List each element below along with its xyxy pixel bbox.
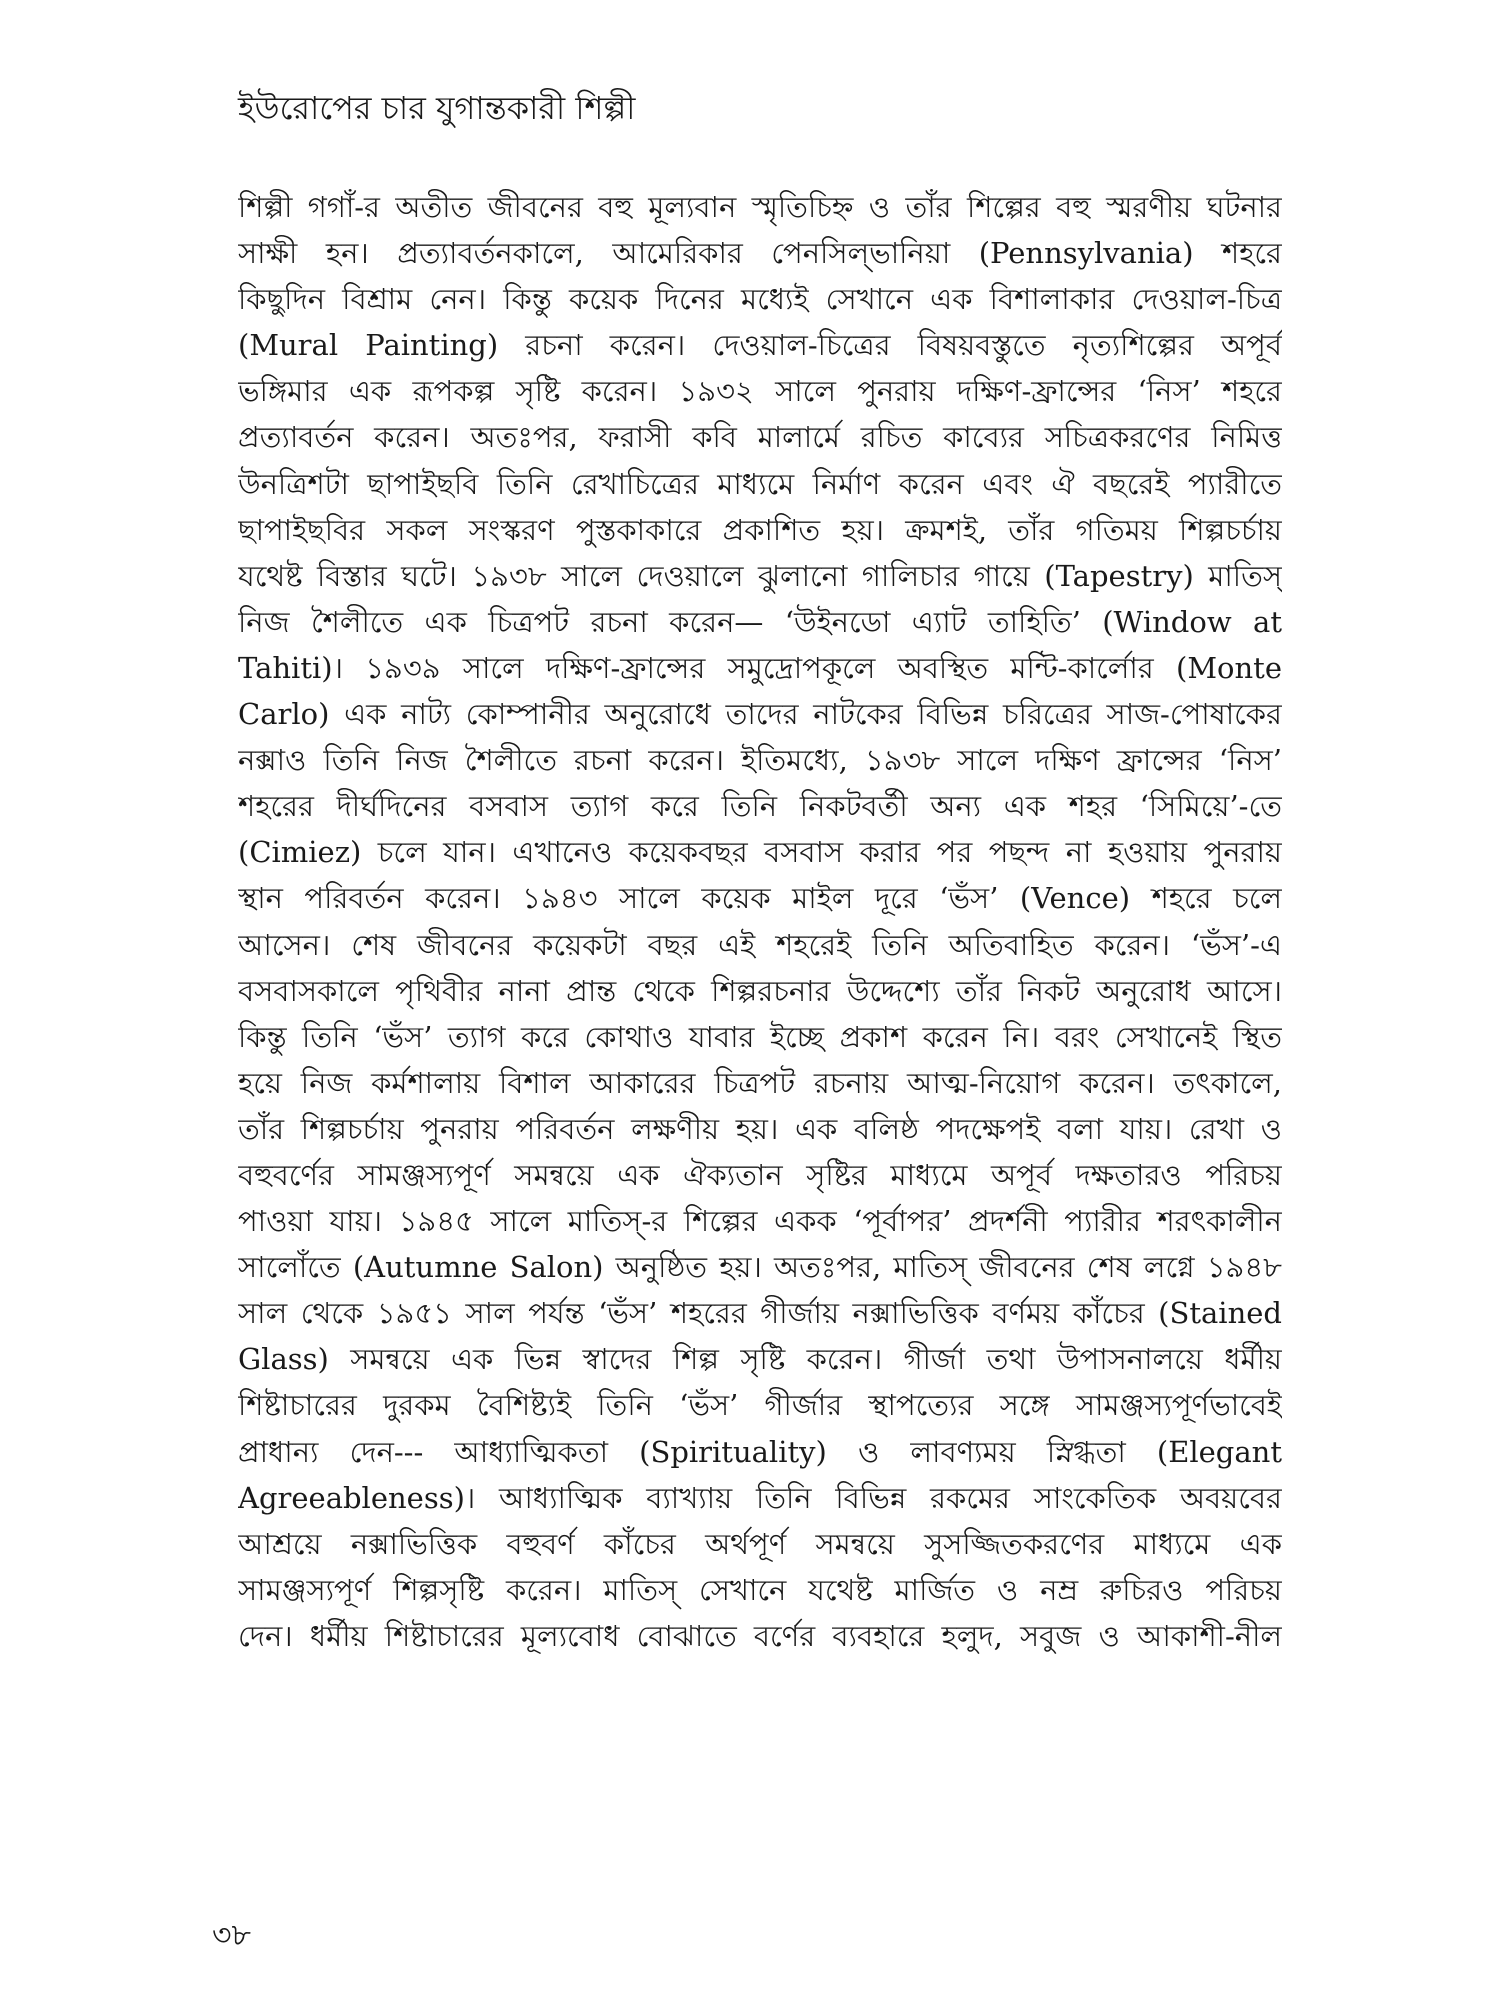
text-line: ছাপাইছবির সকল সংস্করণ পুস্তকাকারে প্রকাশিত হয়। ক্রমশই, তাঁর গতিময় শিল্পচর্চায়: [238, 512, 1282, 547]
text-line: আশ্রয়ে নক্সাভিত্তিক বহুবর্ণ কাঁচের অর্থপূর্ণ সমন্বয়ে সুসজ্জিতকরণের মাধ্যমে এক: [238, 1526, 1282, 1561]
text-line: আসেন। শেষ জীবনের কয়েকটা বছর এই শহরেই তিনি অতিবাহিত করেন। ‘ভঁস’-এ: [238, 927, 1282, 962]
text-line: নক্সাও তিনি নিজ শৈলীতে রচনা করেন। ইতিমধ্যে, ১৯৩৮ সালে দক্ষিণ ফ্রান্সের ‘নিস’: [238, 743, 1282, 778]
text-line: Carlo) এক নাট্য কোম্পানীর অনুরোধে তাদের নাটকের বিভিন্ন চরিত্রের সাজ-পোষাকের: [238, 697, 1282, 732]
text-line: উনত্রিশটা ছাপাইছবি তিনি রেখাচিত্রের মাধ্যমে নির্মাণ করেন এবং ঐ বছরেই প্যারীতে: [238, 466, 1282, 501]
text-line: ভঙ্গিমার এক রূপকল্প সৃষ্টি করেন। ১৯৩২ সালে পুনরায় দক্ষিণ-ফ্রান্সের ‘নিস’ শহরে: [238, 374, 1282, 409]
text-line: বসবাসকালে পৃথিবীর নানা প্রান্ত থেকে শিল্পরচনার উদ্দেশ্যে তাঁর নিকট অনুরোধ আসে।: [238, 973, 1282, 1008]
text-line: শিষ্টাচারের দুরকম বৈশিষ্ট্যই তিনি ‘ভঁস’ গীর্জার স্থাপত্যের সঙ্গে সামঞ্জস্যপূর্ণভাবেই: [238, 1388, 1282, 1423]
text-line: হয়ে নিজ কর্মশালায় বিশাল আকারের চিত্রপট রচনায় আত্ম-নিয়োগ করেন। তৎকালে,: [238, 1065, 1282, 1100]
page-number: ৩৮: [212, 1918, 251, 1953]
text-line: Tahiti)। ১৯৩৯ সালে দক্ষিণ-ফ্রান্সের সমুদ্রোপকূলে অবস্থিত মন্টি-কার্লোর (Monte: [238, 650, 1282, 685]
text-line: শিল্পী গগাঁ-র অতীত জীবনের বহু মূল্যবান স্মৃতিচিহ্ন ও তাঁর শিল্পের বহু স্মরণীয় ঘটনার: [238, 190, 1282, 224]
text-line: শহরের দীর্ঘদিনের বসবাস ত্যাগ করে তিনি নিকটবর্তী অন্য এক শহর ‘সিমিয়ে’-তে: [238, 789, 1282, 824]
text-line: সাক্ষী হন। প্রত্যাবর্তনকালে, আমেরিকার পেনসিল্‌ভানিয়া (Pennsylvania) শহরে: [238, 236, 1282, 271]
text-line: Glass) সমন্বয়ে এক ভিন্ন স্বাদের শিল্প সৃষ্টি করেন। গীর্জা তথা উপাসনালয়ে ধর্মীয়: [238, 1342, 1282, 1377]
text-line: নিজ শৈলীতে এক চিত্রপট রচনা করেন— ‘উইনডো এ্যাট তাহিতি’ (Window at: [238, 604, 1282, 639]
text-line: তাঁর শিল্পচর্চায় পুনরায় পরিবর্তন লক্ষণীয় হয়। এক বলিষ্ঠ পদক্ষেপই বলা যায়। রেখা ও: [238, 1111, 1282, 1146]
text-line: দেন। ধর্মীয় শিষ্টাচারের মূল্যবোধ বোঝাতে বর্ণের ব্যবহারে হলুদ, সবুজ ও আকাশী-নীল: [238, 1618, 1282, 1653]
text-line: বহুবর্ণের সামঞ্জস্যপূর্ণ সমন্বয়ে এক ঐক্যতান সৃষ্টির মাধ্যমে অপূর্ব দক্ষতারও পরিচয়: [238, 1157, 1282, 1192]
text-line: কিছুদিন বিশ্রাম নেন। কিন্তু কয়েক দিনের মধ্যেই সেখানে এক বিশালাকার দেওয়াল-চিত্র: [238, 282, 1282, 317]
text-line: সালোঁতে (Autumne Salon) অনুষ্ঠিত হয়। অতঃপর, মাতিস্‌ জীবনের শেষ লগ্নে ১৯৪৮: [238, 1250, 1282, 1285]
text-line: যথেষ্ট বিস্তার ঘটে। ১৯৩৮ সালে দেওয়ালে ঝুলানো গালিচার গায়ে (Tapestry) মাতিস্‌: [238, 558, 1282, 593]
text-line: (Mural Painting) রচনা করেন। দেওয়াল-চিত্রের বিষয়বস্তুতে নৃত্যশিল্পের অপূর্ব: [238, 328, 1282, 363]
body-paragraph: [238, 184, 1282, 1659]
text-line: সাল থেকে ১৯৫১ সাল পর্যন্ত ‘ভঁস’ শহরের গীর্জায় নক্সাভিত্তিক বর্ণময় কাঁচের (Stained: [238, 1296, 1282, 1331]
text-line: প্রাধান্য দেন--- আধ্যাত্মিকতা (Spirituality) ও লাবণ্যময় স্নিগ্ধতা (Elegant: [238, 1434, 1282, 1469]
text-line: পাওয়া যায়। ১৯৪৫ সালে মাতিস্‌-র শিল্পের একক ‘পূর্বাপর’ প্রদর্শনী প্যারীর শরৎকালীন: [238, 1204, 1282, 1239]
text-line: সামঞ্জস্যপূর্ণ শিল্পসৃষ্টি করেন। মাতিস্‌ সেখানে যথেষ্ট মার্জিত ও নম্র রুচিরও পরিচয়: [238, 1572, 1282, 1607]
text-line: প্রত্যাবর্তন করেন। অতঃপর, ফরাসী কবি মালার্মে রচিত কাব্যের সচিত্রকরণের নিমিত্ত: [238, 420, 1282, 455]
text-line: স্থান পরিবর্তন করেন। ১৯৪৩ সালে কয়েক মাইল দূরে ‘ভঁস’ (Vence) শহরে চলে: [238, 881, 1282, 916]
text-line: (Cimiez) চলে যান। এখানেও কয়েকবছর বসবাস করার পর পছন্দ না হওয়ায় পুনরায়: [238, 835, 1282, 870]
text-line: কিন্তু তিনি ‘ভঁস’ ত্যাগ করে কোথাও যাবার ইচ্ছে প্রকাশ করেন নি। বরং সেখানেই স্থিত: [238, 1019, 1282, 1054]
text-line: Agreeableness)। আধ্যাত্মিক ব্যাখ্যায় তিনি বিভিন্ন রকমের সাংকেতিক অবয়বের: [238, 1480, 1282, 1515]
running-header: ইউরোপের চার যুগান্তকারী শিল্পী: [238, 89, 636, 127]
